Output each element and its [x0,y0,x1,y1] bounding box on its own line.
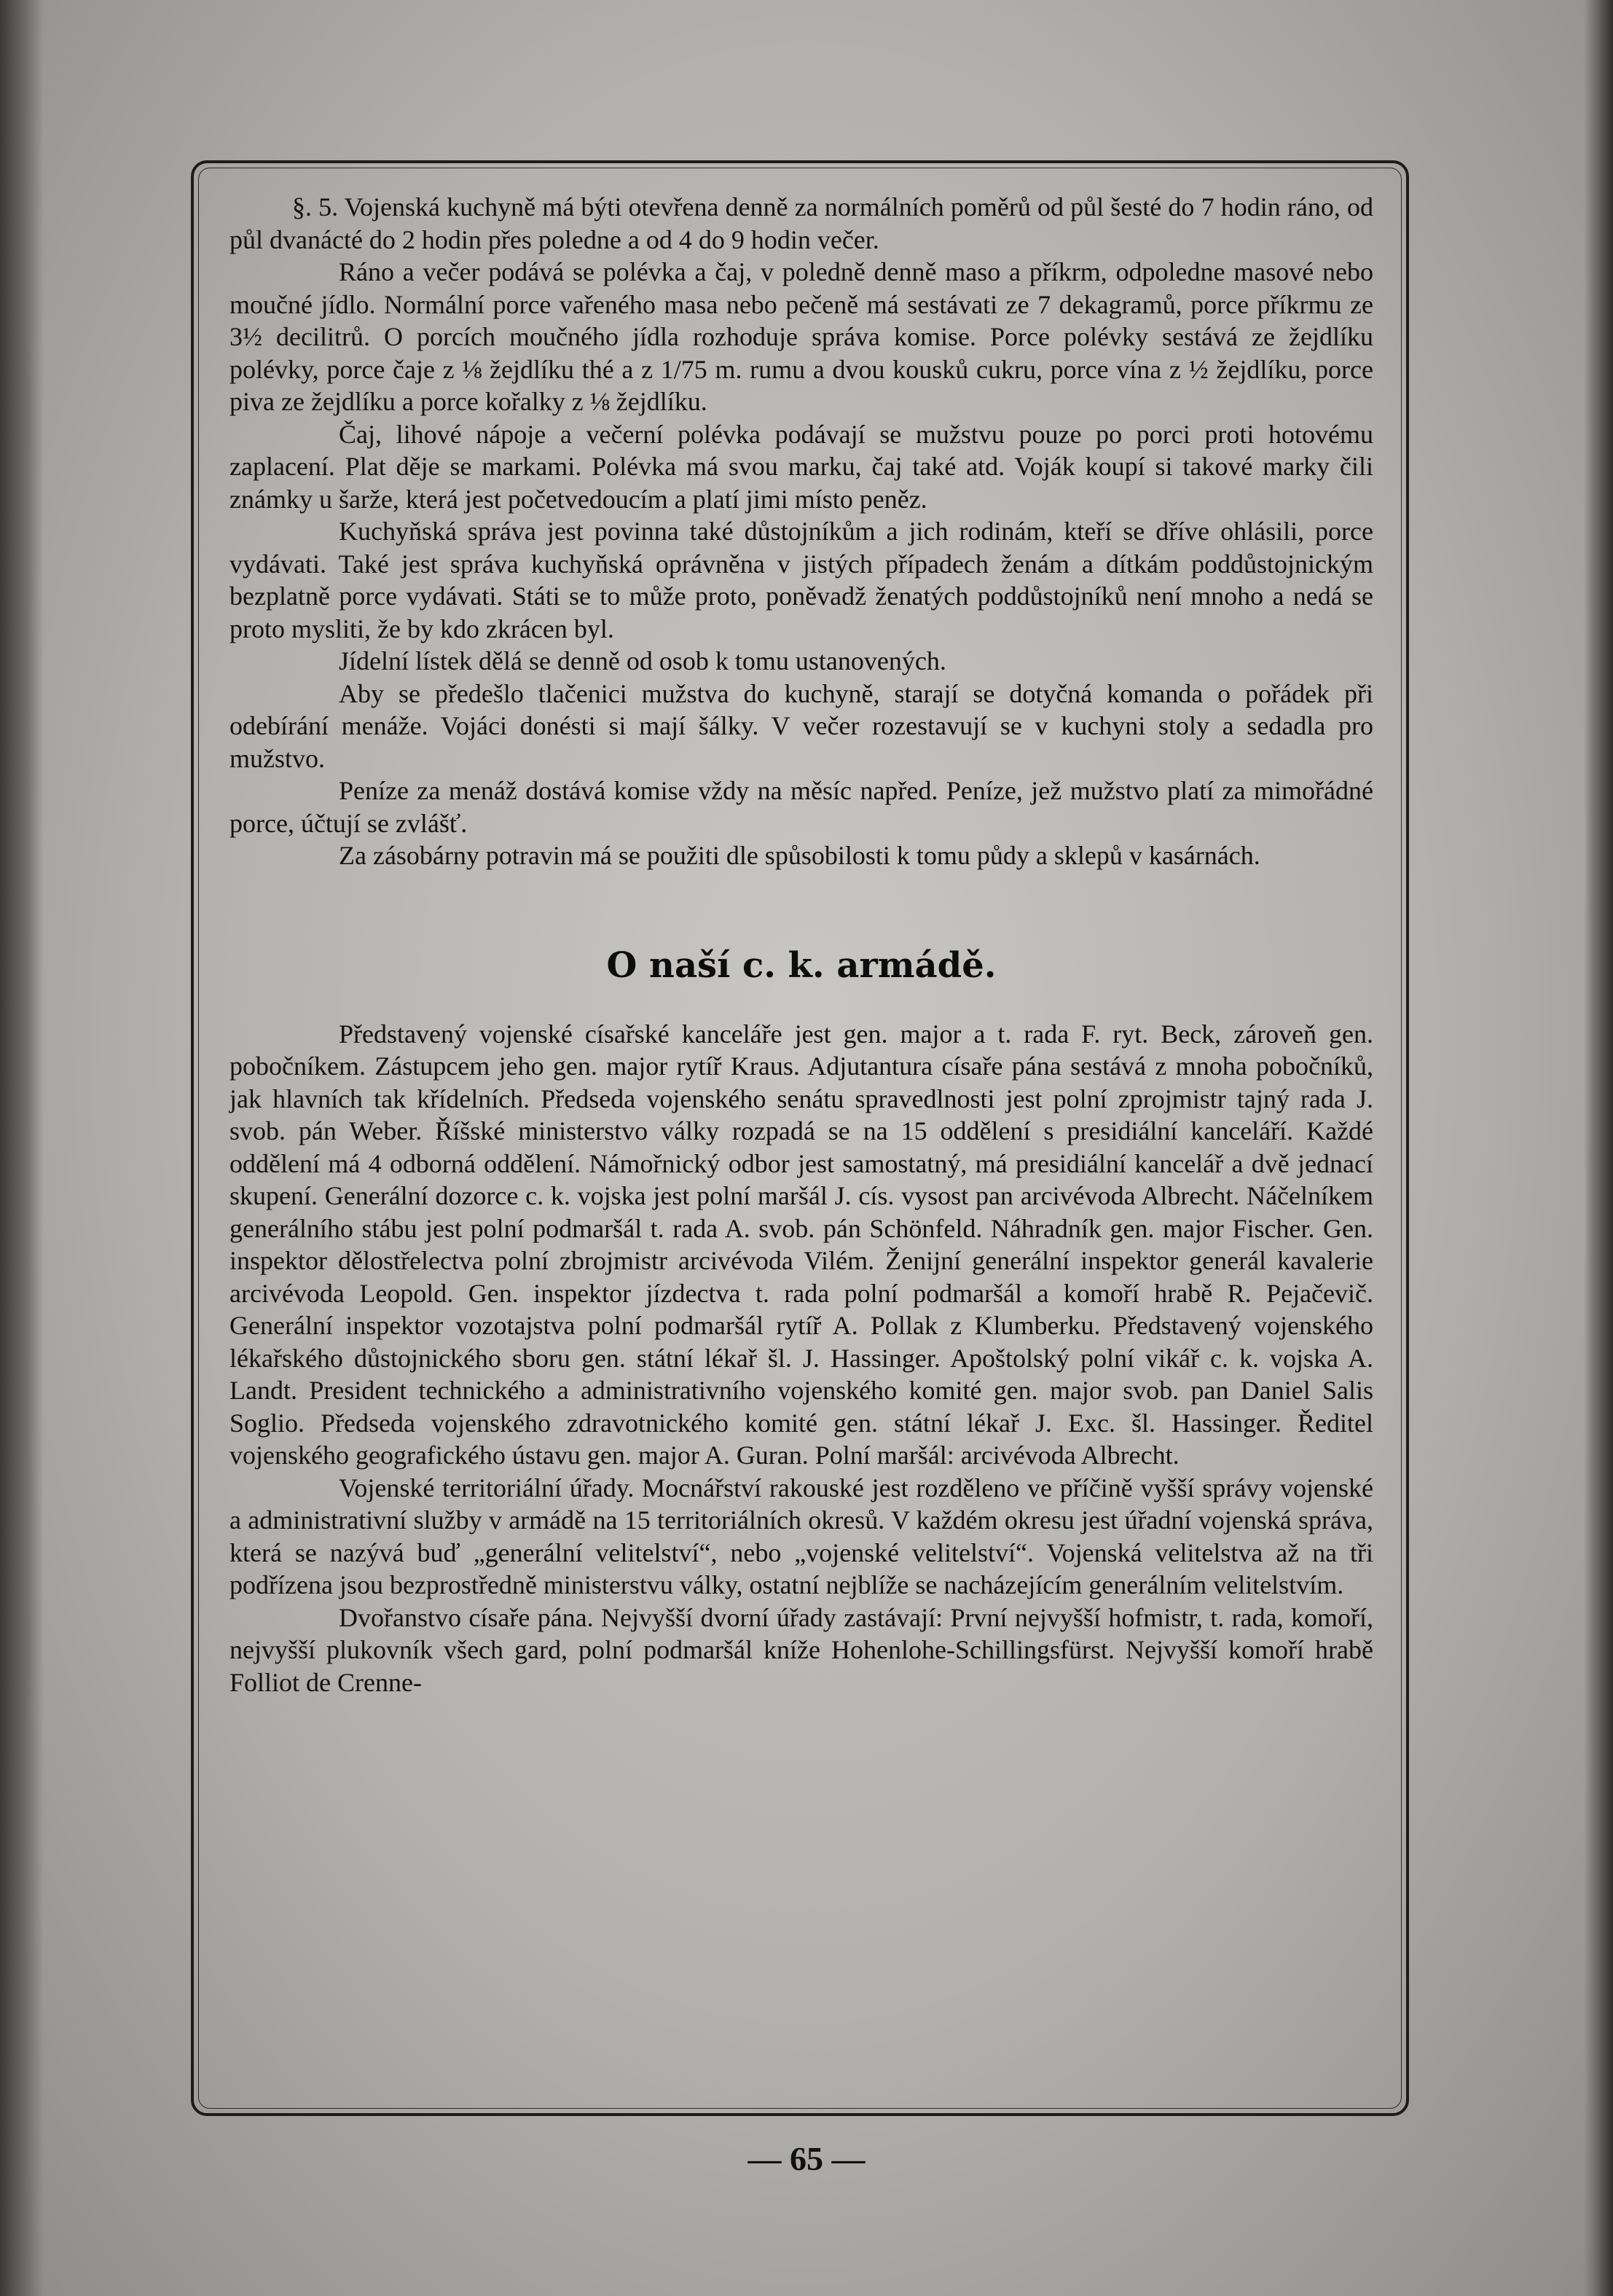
section-heading: O naší c. k. armádě. [606,944,997,986]
scan-edge-left [0,0,44,2296]
kitchen-paragraph-4: Kuchyňská správa jest povinna také důstojníkům a jich rodinám, kteří se dříve ohlásili, porce vydávati. Také jest správa kuchyňská oprávněna v jistých případech ženám a dítkám poddůstojnickým bezplatně porce vydávati. Státi se to může proto, poněvadž ženatých poddůstojníků není mnoho a nedá se proto mysliti, že by kdo zkrácen byl. [229,517,1373,643]
kitchen-paragraph-3: Čaj, lihové nápoje a večerní polévka podávají se mužstvu pouze po porci proti hotovému zaplacení. Plat děje se markami. Polévka má svou marku, čaj také atd. Voják koupí si takové marky čili známky u šarže, která jest početvedoucím a platí jimi místo peněz. [229,419,1373,514]
page-content [229,191,1373,2093]
kitchen-paragraph-1: §. 5. Vojenská kuchyně má býti otevřena denně za normálních poměrů od půl šesté do 7 hodin ráno, od půl dvanácté do 2 hodin přes poledne a od 4 do 9 hodin večer. [229,192,1373,254]
kitchen-paragraph-7: Peníze za menáž dostává komise vždy na měsíc napřed. Peníze, jež mužstvo platí za mimořádné porce, účtují se zvlášť. [229,776,1373,838]
scan-edge-right [1584,0,1613,2296]
army-paragraph-2: Vojenské territoriální úřady. Mocnářství rakouské jest rozděleno ve příčině vyšší správy vojenské a administrativní služby v armádě na 15 territoriálních okresů. V každém okresu jest úřadní vojenská správa, která se nazývá buď „generální velitelství“, nebo „vojenské velitelství“. Vojenská velitelstva až na tři podřízena jsou bezprostředně ministerstvu války, ostatní nejblíže se nacházejícím generálním velitelstvím. [229,1473,1373,1599]
kitchen-paragraph-5: Jídelní lístek dělá se denně od osob k tomu ustanovených. [339,646,946,675]
kitchen-paragraph-8: Za zásobárny potravin má se použiti dle spůsobilosti k tomu půdy a sklepů v kasárnách. [339,841,1260,870]
army-paragraph-3: Dvořanstvo císaře pána. Nejvyšší dvorní úřady zastávají: První nejvyšší hofmistr, t. rada, komoří, nejvyšší plukovník všech gard, polní podmaršál kníže Hohenlohe-Schillingsfürst. Nejvyšší komoří hrabě Folliot de Crenne- [229,1602,1373,1697]
army-paragraph-1: Představený vojenské císařské kanceláře jest gen. major a t. rada F. ryt. Beck, zároveň gen. pobočníkem. Zástupcem jeho gen. major rytíř Kraus. Adjutantura císaře pána sestává z mnoha pobočníků, jak hlavních tak křídelních. Předseda vojenského senátu spravedlnosti jest polní zprojmistr tajný rada J. svob. pán Weber. Říšské ministerstvo války rozpadá se na 15 oddělení s presidiální kanceláří. Každé oddělení má 4 odborná oddělení. Námořnický odbor jest samostatný, má presidiální kancelář a dvě jednací skupení. Generální dozorce c. k. vojska jest polní maršál J. cís. vysost pan arcivévoda Albrecht. Náčelníkem generálního stábu jest polní podmaršál t. rada A. svob. pán Schönfeld. Náhradník gen. major Fischer. Gen. inspektor dělostřelectva polní zbrojmistr arcivévoda Vilém. Ženijní generální inspektor generál kavalerie arcivévoda Leopold. Gen. inspektor jízdectva t. rada polní podmaršál a komoří hrabě R. Pejačevič. Generální inspektor vozotajstva polní podmaršál rytíř A. Pollak z Klumberku. Představený vojenského lékařského důstojnického sboru gen. státní lékař šl. J. Hassinger. Apoštolský polní vikář c. k. vojska A. Landt. President technického a administrativního vojenského komité gen. major svob. pan Daniel Salis Soglio. Předseda vojenského zdravotnického komité gen. státní lékař J. Exc. šl. Hassinger. Ředitel vojenského geografického ústavu gen. major A. Guran. Polní maršál: arcivévoda Albrecht. [229,1019,1373,1470]
kitchen-paragraph-2: Ráno a večer podává se polévka a čaj, v poledně denně maso a příkrm, odpoledne masové nebo moučné jídlo. Normální porce vařeného masa nebo pečeně má sestávati ze 7 dekagramů, porce příkrmu ze 3½ decilitrů. O porcích moučného jídla rozhoduje správa komise. Porce polévky sestává ze žejdlíku polévky, porce čaje z ⅛ žejdlíku thé a z 1/75 m. rumu a dvou kousků cukru, porce vína z ½ žejdlíku, porce piva ze žejdlíku a porce kořalky z ⅛ žejdlíku. [229,257,1373,416]
kitchen-paragraph-6: Aby se předešlo tlačenici mužstva do kuchyně, starají se dotyčná komanda o pořádek při odebírání menáže. Vojáci donésti si mají šálky. V večer rozestavují se v kuchyni stoly a sedadla pro mužstvo. [229,678,1373,773]
page-number: — 65 — [747,2140,866,2177]
